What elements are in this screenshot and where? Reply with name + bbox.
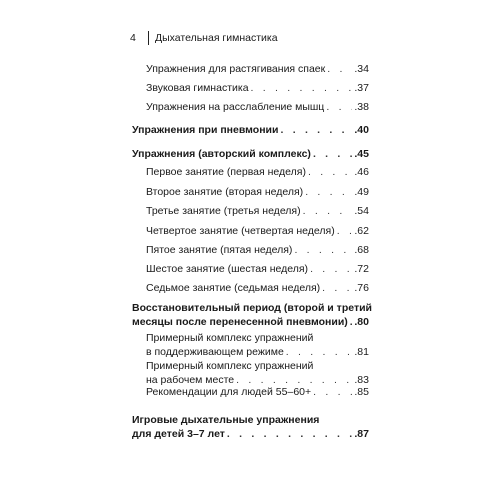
toc-entry-line [132, 123, 369, 137]
toc-leader-dots [251, 81, 353, 95]
running-title: Дыхательная гимнастика [155, 32, 278, 44]
toc-entry-line [146, 81, 369, 95]
toc-entry[interactable] [0, 281, 500, 295]
toc-entry-line [146, 62, 369, 76]
toc-entry-title: Упражнения (авторский комплекс) [132, 148, 311, 160]
toc-entry[interactable] [0, 81, 500, 95]
toc-leader-dots [227, 427, 352, 441]
toc-entry[interactable] [0, 204, 500, 218]
toc-entry-line [146, 359, 369, 373]
toc-page-number: .76 [354, 282, 369, 294]
toc-leader-dots [305, 185, 352, 199]
toc-page-number: .85 [354, 386, 369, 398]
toc-entry[interactable] [0, 359, 500, 387]
header-divider [148, 31, 149, 45]
toc-entry-line [146, 100, 369, 114]
toc-page-number: .54 [354, 205, 369, 217]
toc-entry-title: Первое занятие (первая неделя) [146, 166, 306, 178]
toc-page-number: .80 [354, 316, 369, 328]
toc-entry[interactable] [0, 262, 500, 276]
toc-page-number: .81 [354, 346, 369, 358]
toc-page-number: .37 [354, 82, 369, 94]
toc-entry-line [146, 204, 369, 218]
toc-page-number: .45 [354, 148, 369, 160]
toc-leader-dots [286, 345, 353, 359]
toc-entry-title: Восстановительный период (второй и третий [132, 302, 372, 314]
toc-entry-line [132, 413, 369, 427]
toc-entry[interactable] [0, 165, 500, 179]
toc-leader-dots [313, 385, 352, 399]
page-number: 4 [130, 32, 136, 44]
toc-page-number: .83 [354, 374, 369, 386]
toc-leader-dots [294, 243, 352, 257]
toc-leader-dots [350, 315, 353, 329]
toc-entry[interactable] [0, 62, 500, 76]
toc-entry[interactable] [0, 331, 500, 359]
toc-entry-line [146, 331, 369, 345]
toc-leader-dots [313, 147, 352, 161]
toc-entry-title: для детей 3–7 лет [132, 428, 225, 440]
toc-leader-dots [327, 62, 352, 76]
toc-page-number: .87 [354, 428, 369, 440]
toc-leader-dots [308, 165, 352, 179]
toc-entry-line [146, 345, 369, 359]
toc-entry[interactable] [0, 385, 500, 399]
toc-entry-line [146, 165, 369, 179]
toc-entry-line [146, 262, 369, 276]
toc-entry-title: на рабочем месте [146, 374, 235, 386]
toc-entry-title: Шестое занятие (шестая неделя) [146, 263, 309, 275]
toc-entry-title: Седьмое занятие (седьмая неделя) [146, 282, 321, 294]
toc-entry-line [146, 243, 369, 257]
toc-entry[interactable] [0, 413, 500, 441]
toc-entry-line [146, 281, 369, 295]
toc-leader-dots [280, 123, 352, 137]
toc-page-number: .62 [354, 225, 369, 237]
toc-leader-dots [326, 100, 352, 114]
toc-entry[interactable] [0, 185, 500, 199]
toc-page-number: .38 [354, 101, 369, 113]
toc-entry-title: Звуковая гимнастика [146, 82, 249, 94]
toc-page-number: .40 [354, 124, 369, 136]
toc-entry-title: Примерный комплекс упражнений [146, 332, 314, 344]
toc-entry-title: Примерный комплекс упражнений [146, 360, 314, 372]
toc-entry[interactable] [0, 301, 500, 329]
toc-entry-title: Упражнения при пневмонии [132, 124, 279, 136]
toc-entry[interactable] [0, 100, 500, 114]
toc-entry-line [132, 315, 369, 329]
toc-leader-dots [303, 204, 353, 218]
toc-entry-title: Рекомендации для людей 55–60+ [146, 386, 312, 398]
toc-entry[interactable] [0, 123, 500, 137]
toc-entry-title: Пятое занятие (пятая неделя) [146, 244, 293, 256]
toc-entry-title: Третье занятие (третья неделя) [146, 205, 301, 217]
toc-entry[interactable] [0, 224, 500, 238]
toc-entry-line [146, 185, 369, 199]
toc-leader-dots [337, 224, 353, 238]
toc-entry-title: Игровые дыхательные упражнения [132, 414, 320, 426]
toc-leader-dots [322, 281, 352, 295]
toc-page-number: .46 [354, 166, 369, 178]
toc-entry-line [146, 224, 369, 238]
toc-entry-line [132, 427, 369, 441]
toc-entry-title: Второе занятие (вторая неделя) [146, 186, 304, 198]
running-header [130, 30, 278, 46]
toc-page-number: .49 [354, 186, 369, 198]
toc-page-number: .68 [354, 244, 369, 256]
toc-entry-title: Четвертое занятие (четвертая неделя) [146, 225, 335, 237]
toc-leader-dots [310, 262, 352, 276]
toc-page-number: .34 [354, 63, 369, 75]
toc-page-number: .72 [354, 263, 369, 275]
toc-entry[interactable] [0, 147, 500, 161]
toc-entry-title: Упражнения на расслабление мышц [146, 101, 325, 113]
toc-entry[interactable] [0, 243, 500, 257]
toc-entry-title: месяцы после перенесенной пневмонии) [132, 316, 348, 328]
toc-entry-line [132, 301, 372, 315]
toc-entry-title: в поддерживающем режиме [146, 346, 284, 358]
toc-entry-line [132, 147, 369, 161]
toc-entry-line [146, 385, 369, 399]
toc-entry-title: Упражнения для растягивания спаек [146, 63, 326, 75]
